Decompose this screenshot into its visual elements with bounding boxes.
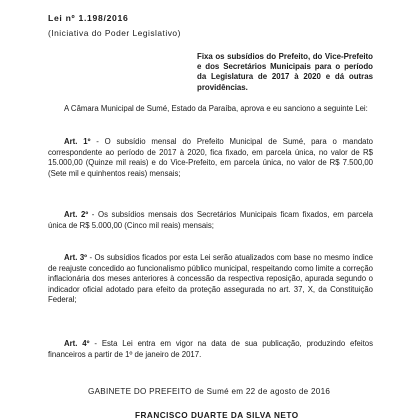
enactment-clause: A Câmara Municipal de Sumé, Estado da Paraíba, aprova e eu sanciono a seguinte Lei:: [64, 104, 368, 113]
initiative-note: (Iniciativa do Poder Legislativo): [48, 28, 181, 38]
signatory-name: FRANCISCO DUARTE DA SILVA NETO: [135, 411, 299, 420]
article-1: [48, 137, 373, 179]
article-4: [48, 339, 373, 360]
article-3-label: Art. 3º: [64, 253, 88, 262]
article-2-label: Art. 2º: [64, 210, 89, 219]
office-dateline: GABINETE DO PREFEITO de Sumé em 22 de agosto de 2016: [88, 387, 331, 396]
article-4-text: - Esta Lei entra em vigor na data de sua publicação, produzindo efeitos financeiros a partir de 1º de janeiro de 2017.: [48, 339, 373, 359]
law-number: Lei nº 1.198/2016: [48, 13, 129, 23]
article-2-text: - Os subsídios mensais dos Secretários Municipais ficam fixados, em parcela única de R$ 5.000,00 (Cinco mil reais) mensais;: [48, 210, 374, 230]
article-2: [48, 210, 373, 231]
law-summary: Fixa os subsídios do Prefeito, do Vice-Prefeito e dos Secretários Municipais para o período da Legislatura de 2017 à 2020 e dá outras providências.: [197, 52, 373, 92]
article-3: [48, 253, 373, 306]
article-3-text: - Os subsídios ficados por esta Lei serão atualizados com base no mesmo índice de reajuste concedido ao funcionalismo público municipal, respeitando como limite a correção inflacionária dos meses anteriores à concessão da respectiva reposição, apurada segundo o indicador oficial adotado para efeito da proteção assegurada no art. 37, X, da Constituição Federal;: [48, 253, 373, 305]
article-4-label: Art. 4º: [64, 339, 90, 348]
article-1-label: Art. 1º: [64, 137, 91, 146]
article-1-text: - O subsídio mensal do Prefeito Municipal de Sumé, para o mandato correspondente ao período de 2017 à 2020, fica fixado, em parcela única, no valor de R$ 15.000,00 (Quinze mil reais) e do Vice-Prefeito, em parcela única, no valor de R$ 7.500,00 (Sete mil e quinhentos reais) mensais;: [48, 137, 373, 178]
